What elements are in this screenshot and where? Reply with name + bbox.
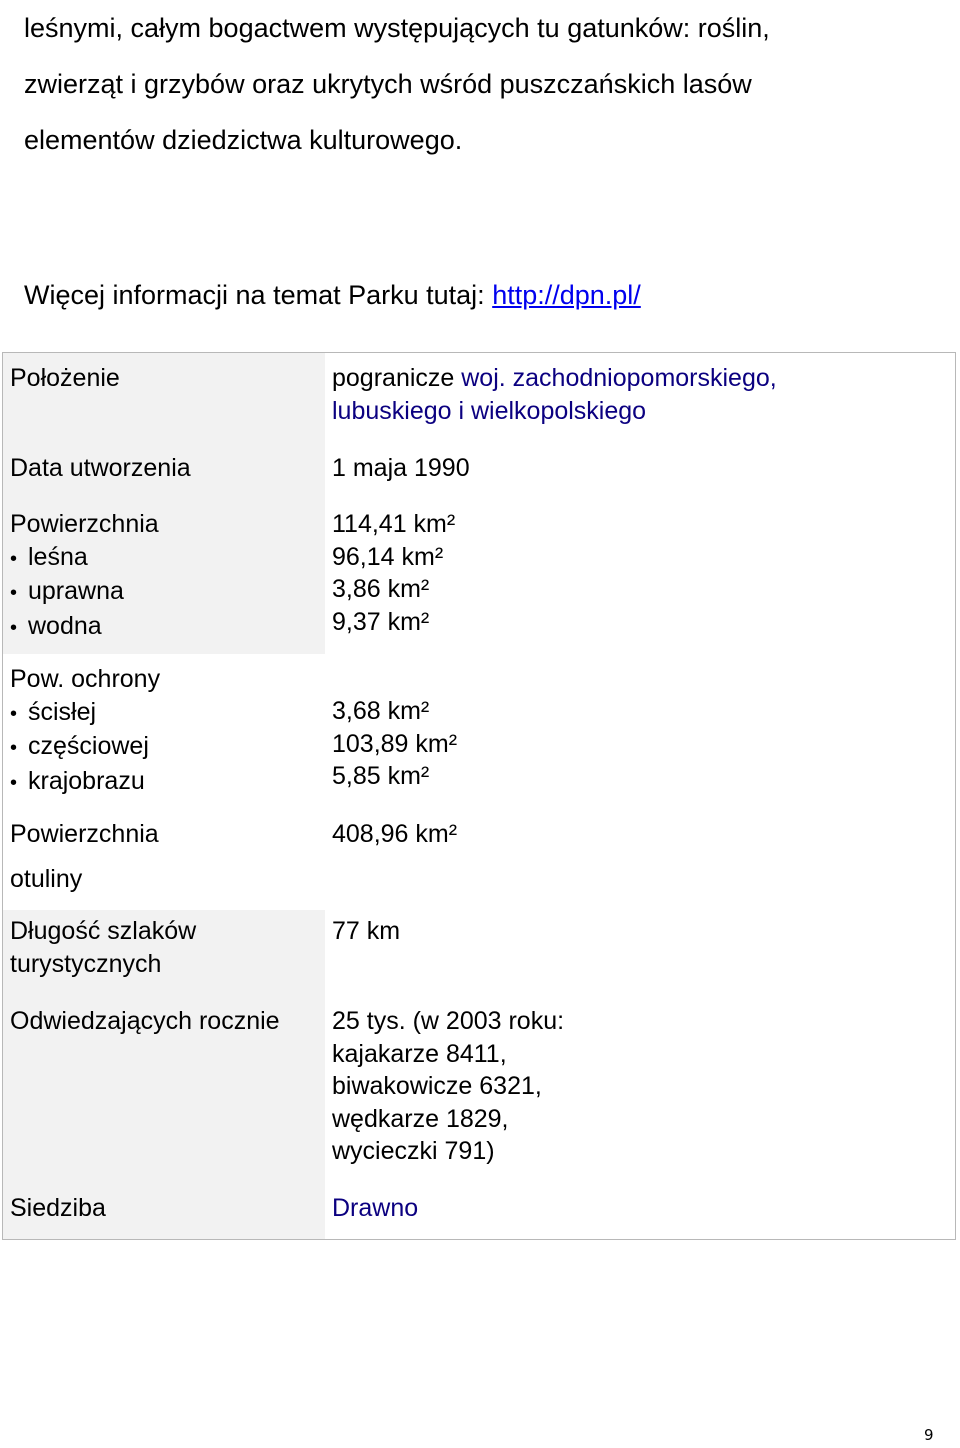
label-ochrona: Pow. ochrony xyxy=(10,665,161,693)
label-lesna: • leśna xyxy=(10,541,325,576)
row-value xyxy=(332,1188,955,1243)
row-value xyxy=(332,1000,955,1193)
value-odwiedzajacych-line: kajakarze 8411, xyxy=(332,1039,507,1068)
label-powierzchnia: Powierzchnia xyxy=(10,510,159,538)
value-otulina: 408,96 km² xyxy=(332,820,458,848)
infobox-row-otulina xyxy=(3,809,955,910)
region-link-line2[interactable]: lubuskiego i wielkopolskiego xyxy=(332,396,647,425)
value-szlaki: 77 km xyxy=(332,917,401,945)
value-powierzchnia: 114,41 km² xyxy=(332,510,456,538)
label-szlaki-line1: Długość szlaków xyxy=(10,917,197,945)
row-label xyxy=(3,654,325,809)
label-uprawna: • uprawna xyxy=(10,575,325,610)
region-link[interactable]: woj. zachodniopomorskiego, xyxy=(461,364,777,392)
row-label xyxy=(3,1188,325,1239)
row-label xyxy=(3,809,325,910)
label-data-utworzenia: Data utworzenia xyxy=(10,454,191,482)
label-szlaki-line2: turystycznych xyxy=(10,949,162,978)
label-otulina-line2: otuliny xyxy=(10,865,83,893)
infobox-row-siedziba xyxy=(3,1188,955,1239)
row-label xyxy=(3,443,325,499)
value-odwiedzajacych-line: wycieczki 791) xyxy=(332,1137,495,1165)
row-label xyxy=(3,910,325,1000)
value-odwiedzajacych-line: 25 tys. (w 2003 roku: xyxy=(332,1007,565,1035)
label-krajobrazu: • krajobrazu xyxy=(10,765,325,800)
value-polozenie-line1 xyxy=(332,362,955,395)
label-wodna: • wodna xyxy=(10,610,325,645)
infobox-row-odwiedzajacych xyxy=(3,1000,955,1188)
infobox-row-data-utworzenia xyxy=(3,443,955,499)
label-odwiedzajacych: Odwiedzających rocznie xyxy=(10,1007,280,1035)
label-czesciowej: • częściowej xyxy=(10,730,325,765)
value-lesna: 96,14 km² xyxy=(332,542,444,571)
park-website-link[interactable]: http://dpn.pl/ xyxy=(492,280,641,310)
more-info-paragraph xyxy=(24,267,641,323)
value-uprawna: 3,86 km² xyxy=(332,575,430,603)
row-value xyxy=(332,910,955,1005)
intro-line: elementów dziedzictwa kulturowego. xyxy=(24,125,463,155)
row-label xyxy=(3,1000,325,1188)
infobox-row-ochrona xyxy=(3,654,955,809)
value-scislej: 3,68 km² xyxy=(332,697,430,725)
infobox-row-powierzchnia xyxy=(3,499,955,654)
siedziba-link[interactable]: Drawno xyxy=(332,1194,419,1222)
intro-paragraph xyxy=(24,0,944,168)
label-otulina-line1: Powierzchnia xyxy=(10,820,159,848)
row-value xyxy=(332,353,955,452)
page-number: 9 xyxy=(924,1426,934,1444)
row-value xyxy=(332,499,955,663)
intro-line: leśnymi, całym bogactwem występujących tu gatunków: roślin, xyxy=(24,13,770,43)
park-infobox xyxy=(2,352,956,1240)
value-wodna: 9,37 km² xyxy=(332,607,430,636)
value-krajobrazu: 5,85 km² xyxy=(332,762,430,790)
infobox-row-polozenie xyxy=(3,353,955,443)
label-polozenie: Położenie xyxy=(10,364,120,392)
row-label xyxy=(3,353,325,443)
label-siedziba: Siedziba xyxy=(10,1194,106,1222)
value-czesciowej: 103,89 km² xyxy=(332,729,458,758)
label-scislej: • ścisłej xyxy=(10,696,325,731)
more-info-text: Więcej informacji na temat Parku tutaj: xyxy=(24,280,493,310)
infobox-row-szlaki xyxy=(3,910,955,1000)
row-label xyxy=(3,499,325,654)
intro-line: zwierząt i grzybów oraz ukrytych wśród puszczańskich lasów xyxy=(24,69,752,99)
row-value xyxy=(332,809,955,919)
value-odwiedzajacych-line: biwakowicze 6321, xyxy=(332,1072,542,1100)
value-odwiedzajacych-line: wędkarze 1829, xyxy=(332,1104,509,1133)
polozenie-prefix: pogranicze xyxy=(332,364,462,392)
value-data-utworzenia: 1 maja 1990 xyxy=(332,454,470,482)
